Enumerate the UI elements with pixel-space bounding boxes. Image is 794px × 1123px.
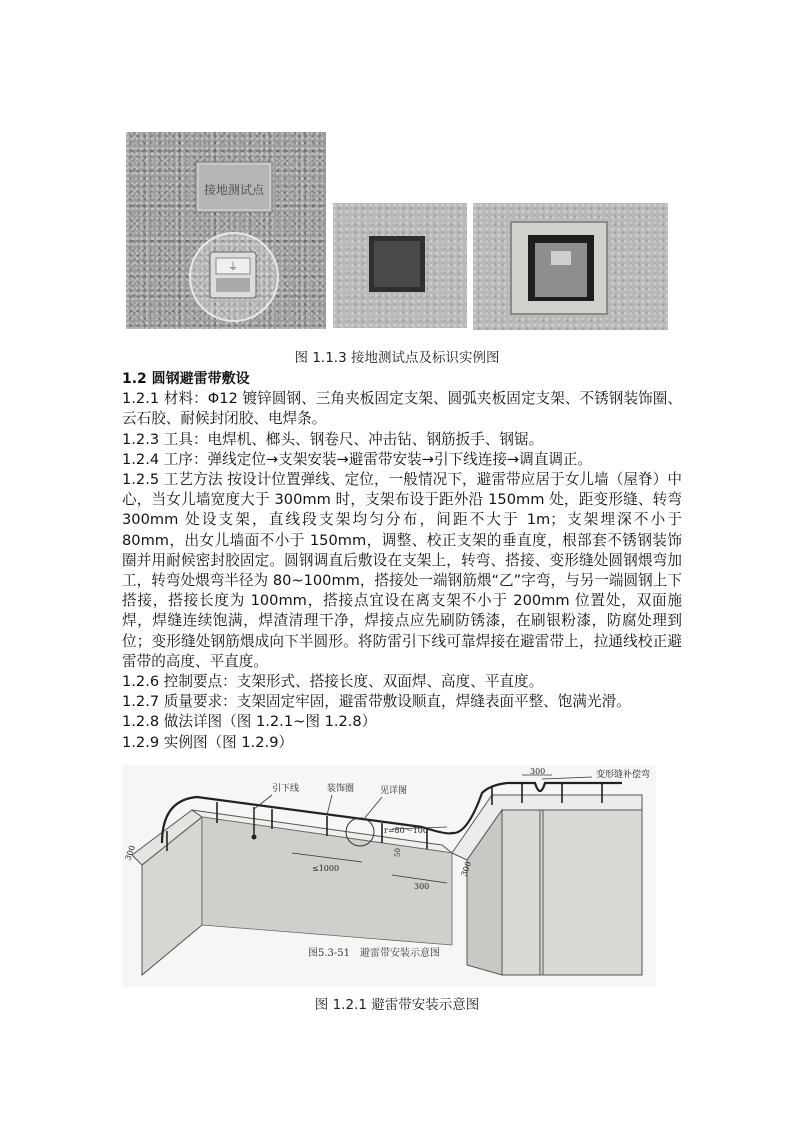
figure-1-caption: 图 1.1.3 接地测试点及标识实例图 [294, 350, 500, 366]
photo-test-point-plate-drawing [126, 132, 326, 329]
paragraph-procedure: 1.2.4 工序：弹线定位→支架安装→避雷带安装→引下线连接→调直调正。 [122, 450, 593, 468]
paragraph-materials: 1.2.1 材料：Φ12 镀锌圆钢、三角夹板固定支架、圆弧夹板固定支架、不锈钢装饰圈、云石胶、耐候封闭胶、电焊条。 [122, 390, 682, 428]
label-joint: 变形缝补偿弯 [596, 770, 651, 780]
dim-300-right: 300 [459, 860, 474, 878]
label-radius: r=80～100 [384, 826, 428, 835]
dim-50: 50 [394, 848, 402, 857]
paragraph-example-photos: 1.2.9 实例图（图 1.2.9） [122, 733, 294, 751]
dim-300-top: 300 [530, 767, 546, 776]
paragraph-tools: 1.2.3 工具：电焊机、榔头、钢卷尺、冲击钻、钢筋扳手、钢锯。 [122, 430, 544, 448]
photo-test-point-plate [126, 132, 326, 329]
photo-recessed-box-open [473, 203, 668, 330]
plate-text: 接地测试点 [203, 183, 265, 197]
paragraph-control-points: 1.2.6 控制要点：支架形式、搭接长度、双面焊、高度、平直度。 [122, 673, 544, 691]
paragraph-quality: 1.2.7 质量要求：支架固定牢固，避雷带敷设顺直，焊缝表面平整、饱满光滑。 [122, 693, 631, 711]
paragraph-detail-drawings: 1.2.8 做法详图（图 1.2.1~图 1.2.8） [122, 713, 377, 731]
section-heading: 1.2 圆钢避雷带敷设 [122, 371, 250, 387]
label-down-conductor: 引下线 [272, 784, 300, 794]
dim-1000: ≤1000 [312, 864, 340, 873]
paragraph-method: 1.2.5 工艺方法 按设计位置弹线、定位，一般情况下，避雷带应居于女儿墙（屋脊）中心，当女儿墙宽度大于 300mm 时，支架布设于距外沿 150mm 处，距变形缝、转弯 300mm 处设支架，直线段支架均匀分布，间距不大于 1m；支架埋深不小于 80mm，出女儿墙面不小于 150mm，调整、校正支架的垂直度，根部套不锈钢装饰圈并用耐候密封胶固定。圆钢调直后敷设在支架上，转弯、搭接、变形缝处圆钢煨弯加工，转弯处煨弯半径为 80~100mm，搭接处一端钢筋煨“乙”字弯，与另一端圆钢上下搭接，搭接长度为 100mm，搭接点宜设在离支架不小于 200mm 位置处，双面施焊，焊缝连续饱满，焊渣清理干净，焊接点应先刷防锈漆，在刷银粉漆，防腐处理到位；变形缝处钢筋煨成向下半圆形。将防雷引下线可靠焊接在避雷带上，拉通线校正避雷带的高度、平直度。 [122, 471, 682, 670]
label-decor-ring: 装饰圈 [327, 784, 355, 794]
diagram-inner-caption: 图5.3-51 避雷带安装示意图 [308, 948, 441, 959]
svg-text:⏚: ⏚ [228, 262, 238, 273]
dim-300-bottom: 300 [414, 882, 430, 891]
installation-diagram [122, 765, 656, 987]
label-see-detail: 见详图 [380, 786, 408, 796]
dim-300-left: 300 [123, 844, 138, 862]
photo-recessed-box-closed [333, 203, 467, 328]
figure-2-caption: 图 1.2.1 避雷带安装示意图 [314, 997, 480, 1013]
photo-recessed-box-closed-drawing [333, 203, 467, 328]
section-body [122, 369, 682, 753]
photo-recessed-box-open-drawing [473, 203, 668, 330]
